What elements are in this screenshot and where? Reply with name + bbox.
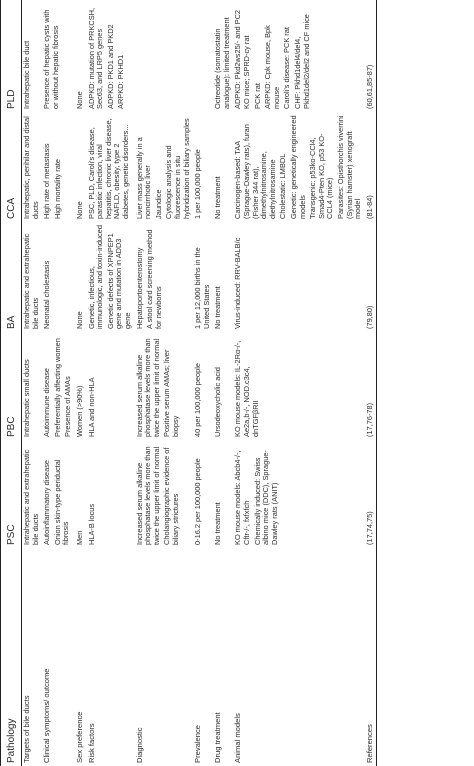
cell-text: Genetic, infectious, immunologic, and toxin-induced xyxy=(86,225,105,329)
cell-text: Increased serum alkaline phosphatase levels more than twice the upper limit of normal xyxy=(134,338,161,437)
table-row xyxy=(42,0,75,766)
row-label: Drug treatment xyxy=(213,712,223,763)
row-spacer xyxy=(135,548,194,662)
table-cell xyxy=(42,222,75,332)
cell-text: High rate of metastasis xyxy=(42,143,52,219)
cell-text: HLA-B locus xyxy=(86,503,96,545)
cell-text: Neonatal cholestasis xyxy=(42,260,52,329)
cell-text: Onion skin-type periductal fibrosis xyxy=(52,459,71,545)
cell-text: Intrahepatic bile duct xyxy=(22,40,31,109)
row-label: Prevalence xyxy=(193,725,203,763)
cell-text: None xyxy=(74,201,84,219)
cell-text: (17,76-78) xyxy=(364,402,374,437)
cell-text: Intrahepatic small ducts xyxy=(22,359,31,437)
table-row xyxy=(365,0,377,766)
table-cell xyxy=(135,0,194,112)
header-psc: PSC xyxy=(1,440,22,548)
cell-text: A stool card screening method for newborns xyxy=(145,229,163,329)
table-cell xyxy=(22,0,43,112)
cell-text: Autoimmune disease xyxy=(42,367,52,437)
cell-text: Parasites: Opisthorchis viverrini (Syrian hamster) xenograft model xyxy=(336,115,363,219)
table-cell xyxy=(42,440,75,548)
table-cell xyxy=(193,222,213,332)
table-cell xyxy=(193,0,213,112)
cell-text: Genetic defects of XPNPEP1 gene and mutation in ADD3 gene xyxy=(105,233,132,329)
cell-text: 1 per 12,000 births in the United States xyxy=(193,247,211,329)
cell-text: ARPKD: Cpk mouse, Bpk mouse xyxy=(263,25,281,109)
cell-text: (60,61,85-87) xyxy=(364,64,374,109)
table-cell xyxy=(193,112,213,222)
cell-text: No treatment xyxy=(213,286,223,329)
table-cell xyxy=(233,112,364,222)
row-label: Animal models xyxy=(233,713,243,763)
cell-text: None xyxy=(74,91,84,109)
row-spacer xyxy=(42,548,75,662)
cell-text: Liver mass generally in a noncirrhotic liver xyxy=(134,137,153,219)
table-cell xyxy=(213,332,233,440)
header-pbc: PBC xyxy=(1,332,22,440)
cell-text: Transgenic: p53ko-CCl4, Smad4-Pten KO, p53 KO-CCL4 (mice) xyxy=(308,133,335,219)
table-cell xyxy=(135,112,194,222)
cell-text: Chemically induced: Swiss albino mice (DDC), Sprague-Dawley rats (ANIT) xyxy=(252,450,279,545)
table-cell xyxy=(233,222,364,332)
cell-text: (79,80) xyxy=(364,305,374,329)
row-spacer xyxy=(22,548,43,662)
row-spacer xyxy=(233,548,364,662)
table-row xyxy=(193,0,213,766)
cell-text: Women (>90%) xyxy=(74,385,84,437)
cell-text: Presence of hepatic cysts with or without hepatic fibrosis xyxy=(42,9,60,109)
cell-text: CHF: Pkhd1del4/del4, Pkhd1del2/del2 and CF mice xyxy=(293,14,311,109)
cell-text: ARPKD: PKHD1 xyxy=(116,54,126,109)
header-pld: PLD xyxy=(1,0,22,112)
table-cell xyxy=(75,222,87,332)
table-cell xyxy=(42,0,75,112)
row-label: Sex preference xyxy=(74,711,84,763)
cell-text: 40 per 100,000 people xyxy=(193,363,203,437)
cell-text: Virus-induced: RRV-BALB/c xyxy=(233,237,243,329)
cell-text: Autoinflammatory disease xyxy=(42,459,52,545)
table-cell xyxy=(135,440,194,548)
table-cell xyxy=(365,332,377,440)
table-cell xyxy=(193,332,213,440)
cell-text: (81-84) xyxy=(364,195,374,219)
table-cell xyxy=(87,332,135,440)
table-cell xyxy=(365,112,377,222)
row-spacer xyxy=(213,548,233,662)
cell-text: Cholestatic: LMBDL xyxy=(278,153,288,219)
table-cell xyxy=(213,0,233,112)
cell-text: Intrahepatic, perihilar and distal ducts xyxy=(22,116,40,219)
row-spacer xyxy=(75,548,87,662)
header-cca: CCA xyxy=(1,112,22,222)
cell-text: PSC, PLD, Caroli's disease, parasitic infection, viral hepatitis, chronic liver disease, NAFLD, obesity, type 2 diabetes, genetic disorders... xyxy=(86,118,130,219)
table-cell xyxy=(75,440,87,548)
cell-text: Increased serum alkaline phosphatase levels more than twice the upper limit of normal xyxy=(134,446,161,545)
table-row xyxy=(135,0,194,766)
table-row xyxy=(87,0,135,766)
cell-text: KO mouse models: IL-2Rα-/-, Ae2a,b-/-, NOD.c3c4, dnTGFβRII xyxy=(233,340,260,437)
cell-text: High mortality rate xyxy=(52,159,62,219)
table-cell xyxy=(87,0,135,112)
cell-text: 1 per 100,000 people xyxy=(193,149,203,219)
cell-text: Intrahepatic and extrahepatic bile ducts xyxy=(22,233,40,329)
cell-text: 0-16.2 per 100,000 people xyxy=(193,458,203,545)
cell-text: Hepatoportoenterostomy xyxy=(134,247,144,329)
table-cell xyxy=(22,222,43,332)
row-label: Diagnostic xyxy=(134,727,144,763)
header-row xyxy=(1,0,22,766)
table-cell xyxy=(213,440,233,548)
cell-text: Carcinogen-based: TAA (Sprague-Dawley rats), furan (Fisher 344 rat), dimethylnitrosamine, diethylnitrosamine xyxy=(233,124,277,219)
table-cell xyxy=(75,332,87,440)
table-cell xyxy=(22,332,43,440)
cell-text: ADPKD: Pkd2ws25/- and PC2 KO mice; SPRD-cy rat xyxy=(233,9,252,109)
cell-text: ADPKD: PKD1 and PKD2 xyxy=(105,24,115,109)
row-label: Risk factors xyxy=(86,723,96,763)
table-cell xyxy=(75,112,87,222)
table-cell xyxy=(87,440,135,548)
cell-text: Octreotide (somatostatin analogue): limited treatment xyxy=(213,17,231,109)
table-cell xyxy=(233,440,364,548)
table-cell xyxy=(75,0,87,112)
table-cell xyxy=(213,222,233,332)
cell-text: KO mouse models: Abcb4-/-, Cftr-/-, fxfxfch xyxy=(233,450,252,545)
cell-text: Men xyxy=(74,530,84,545)
table-cell xyxy=(87,112,135,222)
row-spacer xyxy=(87,548,135,662)
header-pathology: Pathology xyxy=(1,548,22,766)
cell-text: Cholangiographic evidence of biliary strictures xyxy=(162,447,180,545)
header-ba: BA xyxy=(1,222,22,332)
cell-text: No treatment xyxy=(213,502,223,545)
table-cell xyxy=(365,0,377,112)
cell-text: Cytologic analysis and fluorescence in situ hybridization of biliary samples xyxy=(164,118,191,219)
table-cell xyxy=(87,222,135,332)
cell-text: PCK rat xyxy=(252,83,262,109)
cell-text: Caroli's disease: PCK rat xyxy=(282,27,292,109)
table-cell xyxy=(42,332,75,440)
cell-text: (17,74,75) xyxy=(364,511,374,545)
table-row xyxy=(22,0,43,766)
table-cell xyxy=(22,440,43,548)
table-cell xyxy=(135,332,194,440)
table-cell xyxy=(213,112,233,222)
table-cell xyxy=(365,440,377,548)
row-label: Targets of bile ducts xyxy=(22,695,31,763)
cell-text: HLA and non-HLA xyxy=(86,377,96,437)
table-cell xyxy=(233,0,364,112)
table-row xyxy=(233,0,364,766)
cell-text: Intrahepatic and extrahepatic bile ducts xyxy=(22,449,40,545)
table-cell xyxy=(193,440,213,548)
row-spacer xyxy=(193,548,213,662)
row-spacer xyxy=(365,548,377,662)
row-label: Clinical symptoms/ outcome xyxy=(42,668,52,763)
cell-text: No treatment xyxy=(213,176,223,219)
table-row xyxy=(75,0,87,766)
row-label: References xyxy=(365,662,377,766)
table-cell xyxy=(22,112,43,222)
table-cell xyxy=(365,222,377,332)
cell-text: ADPKD: mutation of PRKCSH, Sec63, and LRP5 genes xyxy=(86,7,105,109)
cell-text: None xyxy=(74,311,84,329)
cell-text: Preferentially affecting women xyxy=(52,338,62,437)
table-cell xyxy=(42,112,75,222)
table-row xyxy=(213,0,233,766)
table-cell xyxy=(233,332,364,440)
table-cell xyxy=(135,222,194,332)
cell-text: Ursodeoxycholic acid xyxy=(213,367,223,437)
cell-text: Jaundice xyxy=(153,189,163,219)
cell-text: Presence of AMAs xyxy=(63,376,73,437)
cell-text: Positive serum AMAs; liver biopsy xyxy=(162,349,180,437)
table-body xyxy=(22,0,377,766)
cell-text: Genetic: genetically engineered models xyxy=(289,115,307,219)
